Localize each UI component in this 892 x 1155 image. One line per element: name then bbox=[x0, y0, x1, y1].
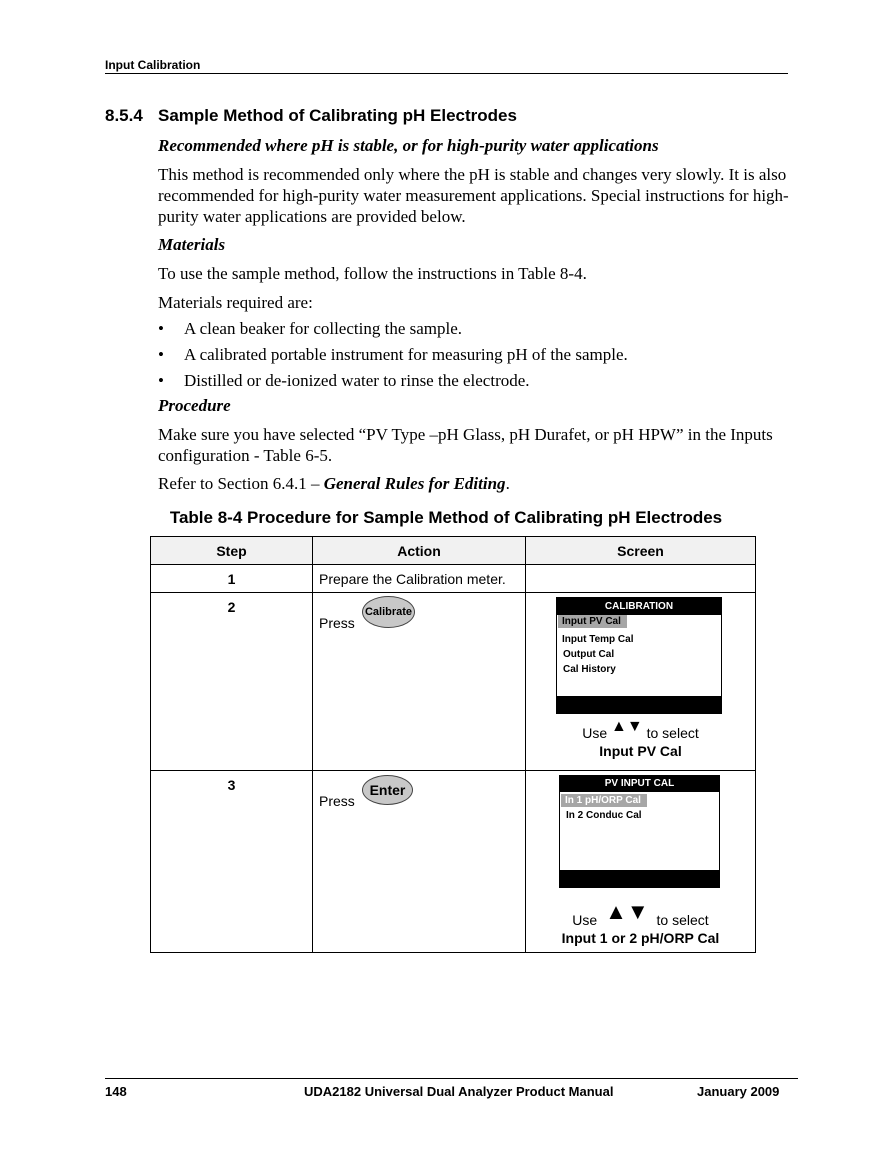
press-label: Press bbox=[319, 615, 355, 631]
use-instruction: Use ▲▼ to select bbox=[582, 718, 699, 741]
intro-paragraph: This method is recommended only where the pH is stable and changes very slowly. It is also recommended for high-purity water measurement applications. Special instructions for high-purity water applications are provided below. bbox=[158, 165, 789, 226]
section-heading bbox=[105, 106, 517, 126]
publication-date: January 2009 bbox=[697, 1084, 780, 1099]
enter-key-button[interactable]: Enter bbox=[362, 775, 413, 805]
step-number: 1 bbox=[151, 565, 313, 593]
action-cell bbox=[313, 771, 526, 953]
page-number: 148 bbox=[105, 1084, 127, 1099]
table-row bbox=[151, 565, 756, 593]
bullet-item: • A calibrated portable instrument for measuring pH of the sample. bbox=[158, 345, 628, 364]
use-instruction: Use ▲▼ to select bbox=[572, 899, 709, 928]
bullet-item: • A clean beaker for collecting the sample. bbox=[158, 319, 463, 338]
screen-item-selected: Input PV Cal bbox=[558, 615, 627, 628]
step-number: 2 bbox=[151, 593, 313, 771]
calibration-screen bbox=[556, 597, 722, 714]
running-header-title: Input Calibration bbox=[105, 58, 201, 72]
header-action: Action bbox=[313, 537, 526, 565]
materials-required: Materials required are: bbox=[158, 293, 313, 312]
header-step: Step bbox=[151, 537, 313, 565]
procedure-paragraph: Make sure you have selected “PV Type –pH Glass, pH Durafet, or pH HPW” in the Inputs configuration - Table 6-5. bbox=[158, 425, 773, 465]
section-number: 8.5.4 bbox=[105, 106, 143, 125]
materials-intro: To use the sample method, follow the instructions in Table 8-4. bbox=[158, 264, 587, 283]
screen-item-selected: In 1 pH/ORP Cal bbox=[561, 794, 647, 807]
table-row bbox=[151, 593, 756, 771]
section-subtitle: Recommended where pH is stable, or for high-purity water applications bbox=[158, 136, 659, 155]
bullet-item: • Distilled or de-ionized water to rinse the electrode. bbox=[158, 371, 530, 390]
screen-footer-bar bbox=[557, 696, 721, 713]
pv-input-cal-screen bbox=[559, 775, 720, 888]
action-cell bbox=[313, 593, 526, 771]
running-footer bbox=[105, 1078, 798, 1099]
screen-cell bbox=[526, 771, 756, 953]
screen-item: Output Cal bbox=[563, 649, 615, 660]
manual-title: UDA2182 Universal Dual Analyzer Product Manual bbox=[304, 1084, 614, 1099]
screen-title: CALIBRATION bbox=[557, 598, 721, 615]
materials-heading: Materials bbox=[158, 235, 226, 254]
screen-item: Input Temp Cal bbox=[562, 634, 634, 645]
procedure-heading: Procedure bbox=[158, 396, 231, 415]
up-down-arrows-icon: ▲▼ bbox=[611, 718, 643, 735]
procedure-table bbox=[150, 536, 756, 953]
table-title: Table 8-4 Procedure for Sample Method of Calibrating pH Electrodes bbox=[169, 508, 723, 527]
press-label: Press bbox=[319, 793, 355, 809]
table-header-row bbox=[151, 537, 756, 565]
step-number: 3 bbox=[151, 771, 313, 953]
use-target: Input 1 or 2 pH/ORP Cal bbox=[561, 930, 720, 946]
screen-footer-bar bbox=[560, 870, 719, 887]
screen-cell bbox=[526, 593, 756, 771]
running-header bbox=[105, 58, 788, 74]
action-cell: Prepare the Calibration meter. bbox=[313, 565, 526, 593]
section-title: Sample Method of Calibrating pH Electrodes bbox=[158, 106, 517, 125]
use-target: Input PV Cal bbox=[599, 743, 682, 759]
screen-cell bbox=[526, 565, 756, 593]
calibrate-key-button[interactable]: Calibrate bbox=[362, 596, 415, 628]
up-down-arrows-icon: ▲▼ bbox=[605, 899, 649, 924]
screen-item: In 2 Conduc Cal bbox=[566, 810, 642, 821]
screen-item: Cal History bbox=[563, 664, 616, 675]
table-row bbox=[151, 771, 756, 953]
screen-title: PV INPUT CAL bbox=[560, 776, 719, 792]
refer-line: Refer to Section 6.4.1 – General Rules for Editing. bbox=[158, 474, 510, 493]
header-screen: Screen bbox=[526, 537, 756, 565]
refer-link: General Rules for Editing bbox=[323, 474, 506, 493]
